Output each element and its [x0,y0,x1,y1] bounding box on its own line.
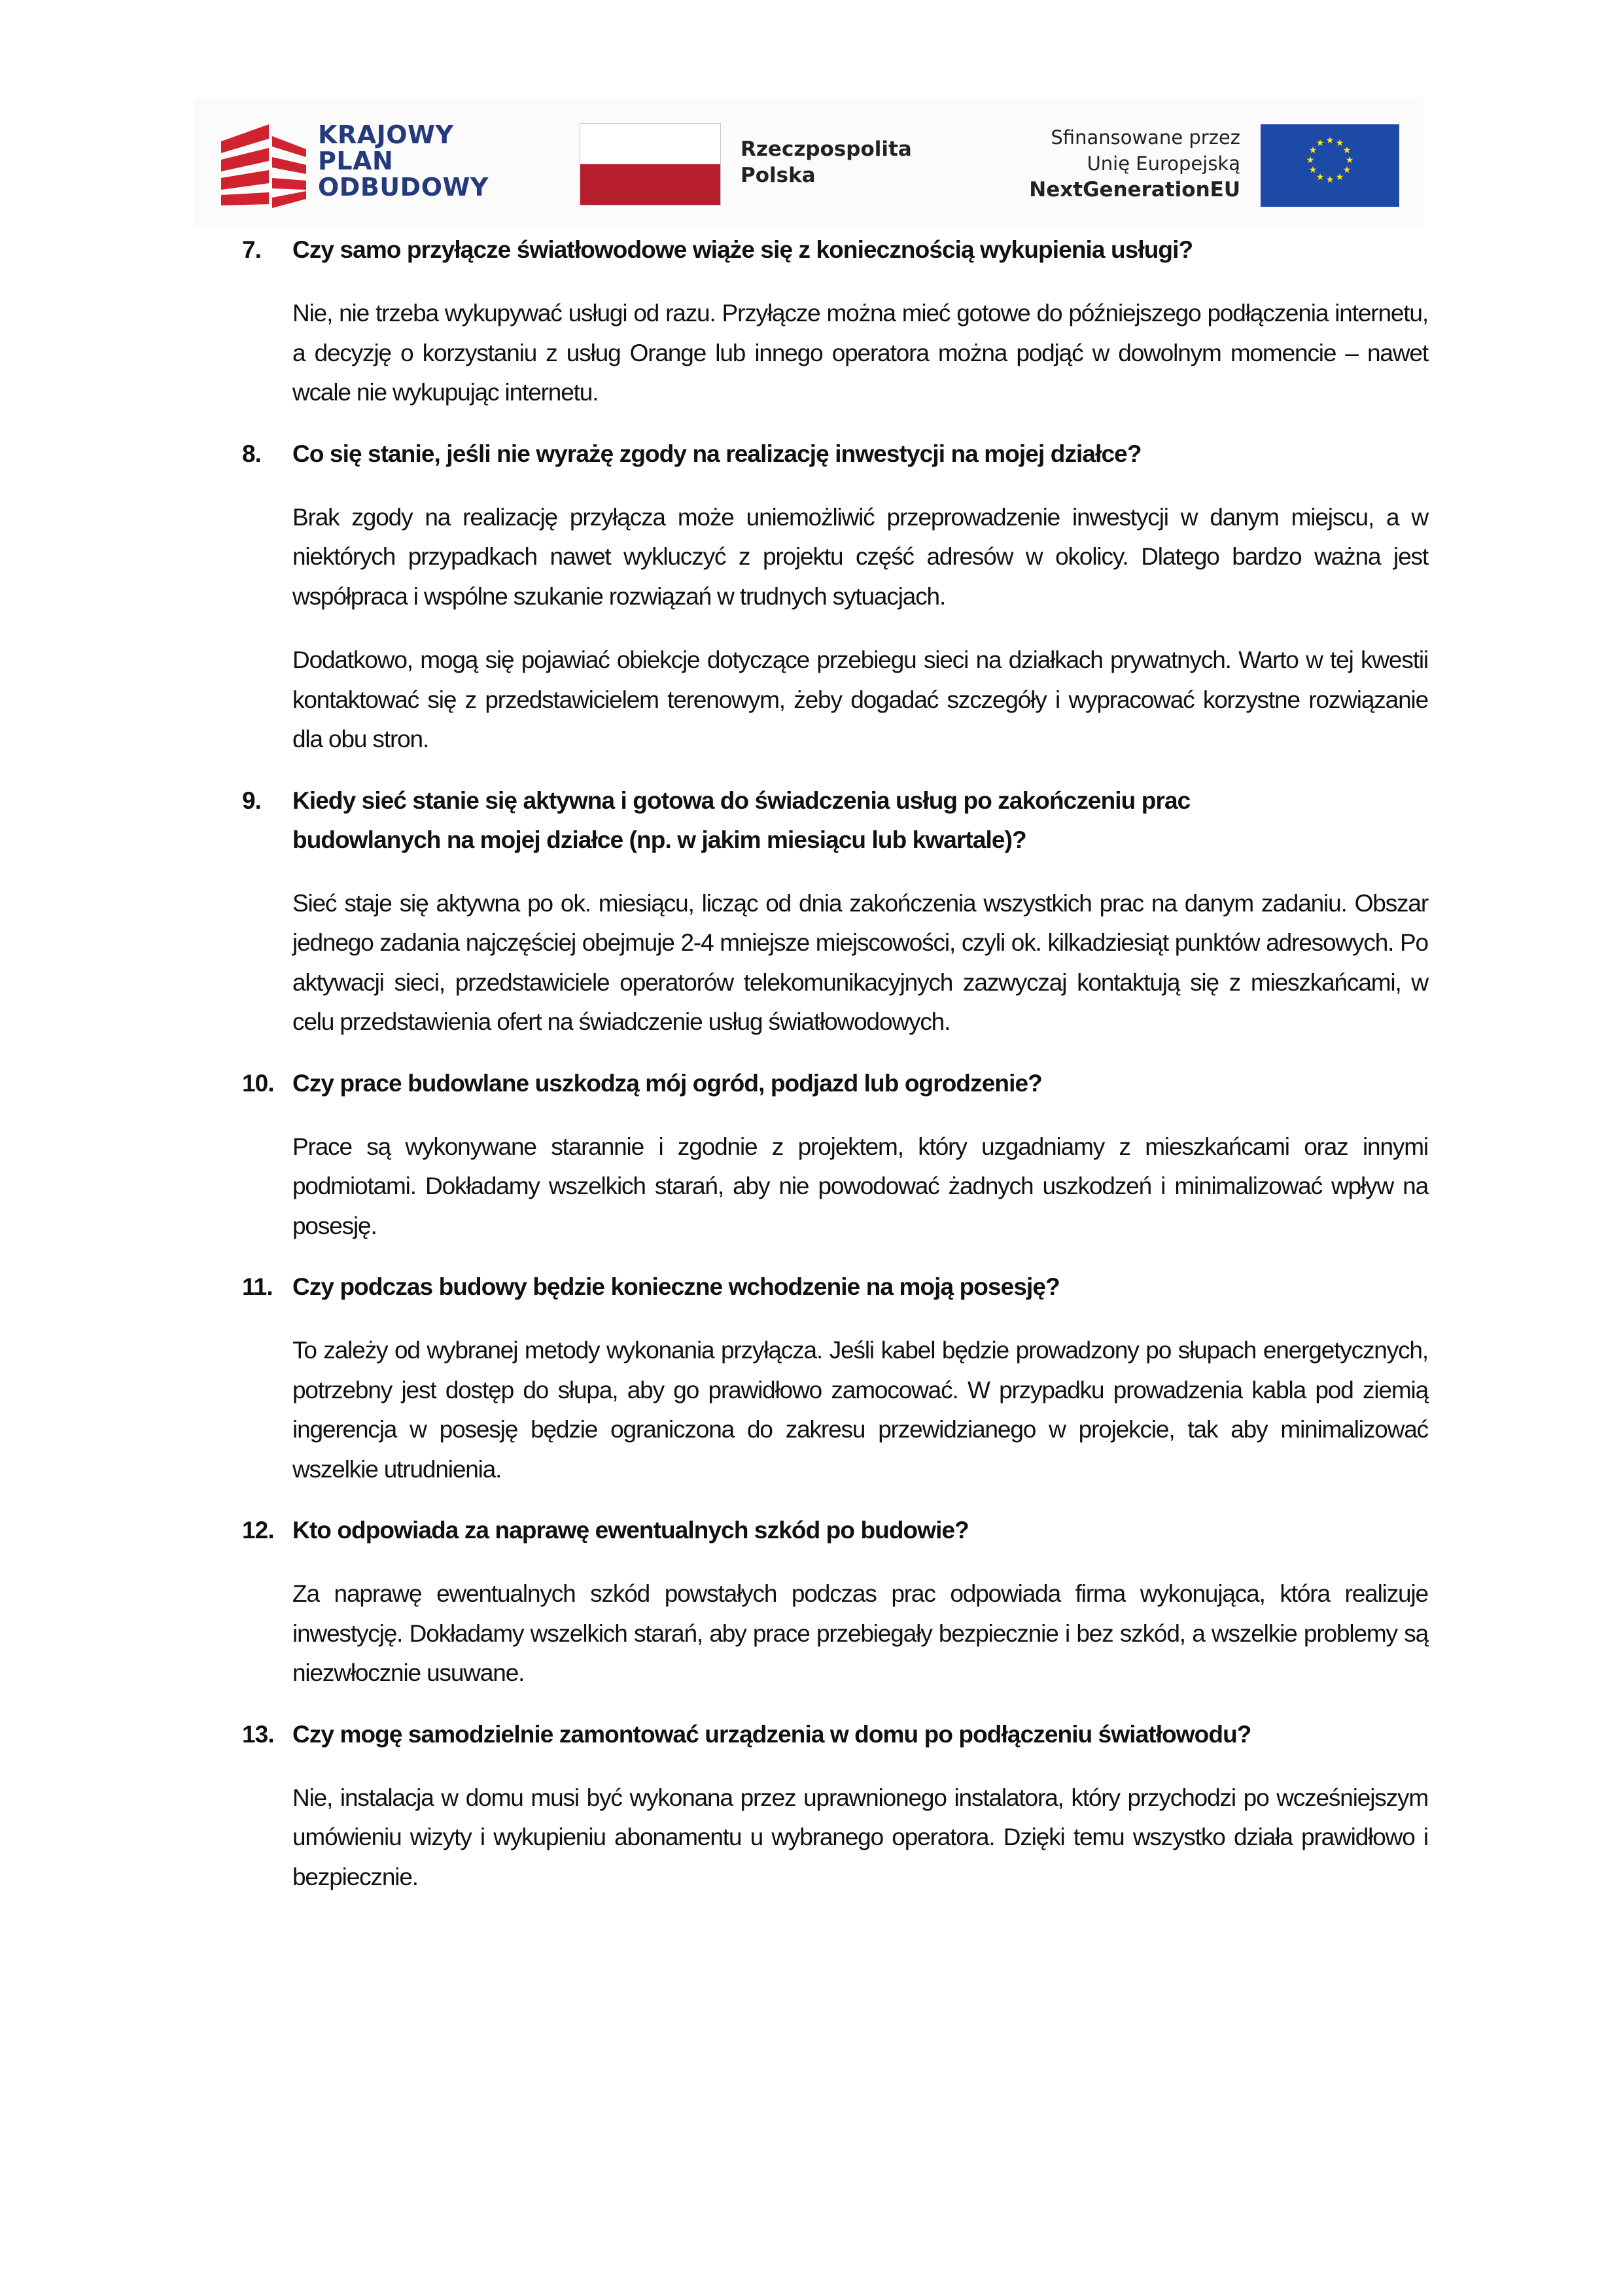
question-number: 11. [242,1273,273,1300]
question-text: Kiedy sieć stanie się aktywna i gotowa do świadczenia usług po zakończeniu prac budowlanych na mojej działce (np. w jakim miesiącu lub kwartale)? [292,786,1191,853]
answer-paragraph: Za naprawę ewentualnych szkód powstałych podczas prac odpowiada firma wykonująca, która realizuje inwestycję. Dokładamy wszelkich starań, aby prace przebiegały bezpiecznie i bez szkód, a wszelkie problemy są niezwłocznie usuwane. [292,1580,1428,1686]
flag-white-band [580,124,720,164]
question-number: 13. [242,1720,274,1748]
answer-paragraph: Nie, nie trzeba wykupywać usługi od razu. Przyłącze można mieć gotowe do późniejszego podłączenia internetu, a decyzję o korzystaniu z usług Orange lub innego operatora można podjąć w dowolnym momencie – nawet wcale nie wykupując internetu. [292,300,1428,406]
faq-question [242,1267,1428,1307]
answer-paragraph: Brak zgody na realizację przyłącza może uniemożliwić przeprowadzenie inwestycji w danym miejscu, a w niektórych przypadkach nawet wykluczyć z projektu część adresów w okolicy. Dlatego bardzo ważna jest współpraca i wspólne szukanie rozwiązań w trudnych sytuacjach. [292,503,1428,610]
faq-question [242,1511,1428,1550]
answer-paragraph: Nie, instalacja w domu musi być wykonana przez uprawnionego instalatora, który przychodzi po wcześniejszym umówieniu wizyty i wykupieniu abonamentu u wybranego operatora. Dzięki temu wszystko działa prawidłowo i bezpiecznie. [292,1784,1428,1890]
poland-logo-text [741,136,912,188]
svg-text:★: ★ [1306,155,1315,166]
faq-item-9 [242,781,1428,1042]
answer-paragraph: To zależy od wybranej metody wykonania przyłącza. Jeśli kabel będzie prowadzony po słupach energetycznych, potrzebny jest dostęp do słupa, aby go prawidłowo zamocować. W przypadku prowadzenia kabla pod ziemią ingerencja w posesję będzie ograniczona do zakresu przewidzianego w projekcie, tak aby minimalizować wszelkie utrudnienia. [292,1337,1428,1483]
eu-line-1: Sfinansowane przez [1051,126,1240,149]
svg-text:★: ★ [1342,165,1352,175]
faq-item-8 [242,434,1428,760]
svg-text:★: ★ [1335,138,1344,149]
svg-text:★: ★ [1316,138,1325,149]
polish-flag-icon [580,123,721,205]
kpo-line-2: PLAN [318,147,394,175]
kpo-building-icon [220,123,308,208]
question-number: 12. [242,1517,274,1544]
answer-paragraph: Sieć staje się aktywna po ok. miesiącu, licząc od dnia zakończenia wszystkich prac na danym zadaniu. Obszar jednego zadania najczęściej obejmuje 2-4 mniejsze miejscowości, czyli ok. kilkadziesiąt punktów adresowych. Po aktywacji sieci, przedstawiciele operatorów telekomunikacyjnych zazwyczaj kontaktują się z mieszkańcami, w celu przedstawienia ofert na świadczenie usług światłowodowych. [292,889,1428,1035]
question-number: 8. [242,440,262,467]
question-text: Kto odpowiada za naprawę ewentualnych szkód po budowie? [292,1517,969,1544]
faq-question [242,1064,1428,1103]
eu-line-2: Unię Europejską [1087,152,1240,175]
svg-text:★: ★ [1308,165,1318,175]
kpo-line-3: ODBUDOWY [318,173,489,202]
question-number: 10. [242,1069,274,1097]
svg-text:★: ★ [1308,145,1318,156]
faq-item-13 [242,1715,1428,1898]
faq-item-10 [242,1064,1428,1246]
svg-text:★: ★ [1325,135,1335,146]
answer-paragraph: Dodatkowo, mogą się pojawiać obiekcje dotyczące przebiegu sieci na działkach prywatnych. Warto w tej kwestii kontaktować się z przedstawicielem terenowym, żeby dogadać szczegóły i wypracować korzystne rozwiązanie dla obu stron. [292,646,1428,752]
faq-question [242,1715,1428,1754]
svg-text:★: ★ [1342,145,1352,156]
kpo-line-1: KRAJOWY [318,120,454,149]
faq-question [242,434,1428,474]
faq-item-7 [242,230,1428,413]
faq-question [242,230,1428,270]
question-text: Czy podczas budowy będzie konieczne wchodzenie na moją posesję? [292,1273,1060,1300]
funding-logos-header [194,98,1423,226]
kpo-logo-text [318,122,489,200]
poland-line-1: Rzeczpospolita [741,137,912,161]
eu-line-3: NextGenerationEU [1029,178,1240,202]
answer-paragraph: Prace są wykonywane starannie i zgodnie z projektem, który uzgadniamy z mieszkańcami oraz innymi podmiotami. Dokładamy wszelkich starań, aby nie powodować żadnych uszkodzeń i minimalizować wpływ na posesję. [292,1133,1428,1239]
faq-item-12 [242,1511,1428,1693]
poland-line-2: Polska [741,164,816,187]
svg-text:★: ★ [1345,155,1354,166]
svg-text:★: ★ [1325,175,1335,185]
question-text: Czy prace budowlane uszkodzą mój ogród, podjazd lub ogrodzenie? [292,1069,1042,1097]
flag-red-band [580,164,720,205]
faq-list [242,230,1428,1918]
svg-text:★: ★ [1335,172,1344,183]
svg-text:★: ★ [1316,172,1325,183]
eu-flag-icon [1261,124,1399,207]
question-number: 9. [242,786,262,814]
faq-item-11 [242,1267,1428,1489]
kpo-logo [220,120,534,208]
question-number: 7. [242,236,262,263]
question-text: Czy mogę samodzielnie zamontować urządzenia w domu po podłączeniu światłowodu? [292,1720,1251,1748]
faq-question [242,781,1428,860]
question-text: Czy samo przyłącze światłowodowe wiąże się z koniecznością wykupienia usługi? [292,236,1193,263]
question-text: Co się stanie, jeśli nie wyrażę zgody na realizację inwestycji na mojej działce? [292,440,1142,467]
eu-funding-text [1029,124,1240,203]
